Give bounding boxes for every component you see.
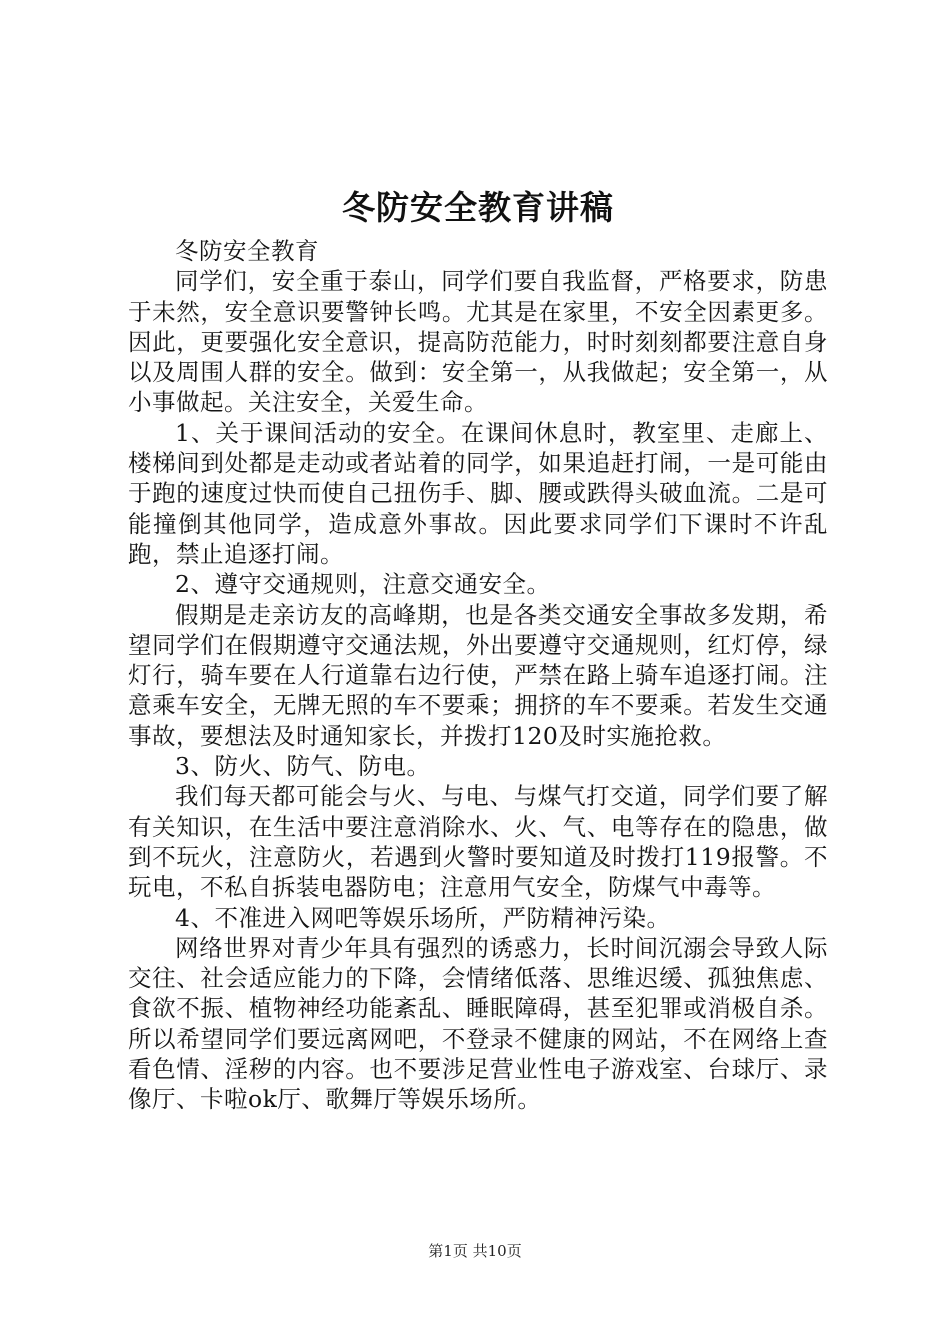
document-page bbox=[128, 180, 828, 1115]
paragraph-item-2-body: 假期是走亲访友的高峰期，也是各类交通安全事故多发期，希望同学们在假期遵守交通法规，外出要遵守交通规则，红灯停，绿灯行，骑车要在人行道靠右边行使，严禁在路上骑车追逐打闹。注意乘车安全，无牌无照的车不要乘；拥挤的车不要乘。若发生交通事故，要想法及时通知家长，并拨打120及时实施抢救。 bbox=[128, 600, 828, 750]
paragraph-item-4-heading: 4、不准进入网吧等娱乐场所，严防精神污染。 bbox=[175, 903, 671, 932]
paragraph-item-4-body: 网络世界对青少年具有强烈的诱惑力，长时间沉溺会导致人际交往、社会适应能力的下降，会情绪低落、思维迟缓、孤独焦虑、食欲不振、植物神经功能紊乱、睡眠障碍，甚至犯罪或消极自杀。所以希望同学们要远离网吧，不登录不健康的网站，不在网络上查看色情、淫秽的内容。也不要涉足营业性电子游戏室、台球厅、录像厅、卡啦ok厅、歌舞厅等娱乐场所。 bbox=[128, 933, 828, 1114]
paragraph-item-1: 1、关于课间活动的安全。在课间休息时，教室里、走廊上、楼梯间到处都是走动或者站着的同学，如果追赶打闹，一是可能由于跑的速度过快而使自己扭伤手、脚、腰或跌得头破血流。二是可能撞倒其他同学，造成意外事故。因此要求同学们下课时不许乱跑，禁止追逐打闹。 bbox=[128, 418, 828, 568]
paragraph-item-3-body: 我们每天都可能会与火、与电、与煤气打交道，同学们要了解有关知识，在生活中要注意消除水、火、气、电等存在的隐患，做到不玩火，注意防火，若遇到火警时要知道及时拨打119报警。不玩电，不私自拆装电器防电；注意用气安全，防煤气中毒等。 bbox=[128, 782, 828, 902]
paragraph-heading: 冬防安全教育 bbox=[175, 237, 319, 265]
paragraph-item-3-heading: 3、防火、防气、防电。 bbox=[175, 752, 431, 781]
paragraph-item-2-heading: 2、遵守交通规则，注意交通安全。 bbox=[175, 570, 551, 599]
document-body bbox=[128, 236, 828, 1115]
document-title: 冬防安全教育讲稿 bbox=[342, 188, 614, 227]
paragraph-intro: 同学们，安全重于泰山，同学们要自我监督，严格要求，防患于未然，安全意识要警钟长鸣。尤其是在家里，不安全因素更多。因此，更要强化安全意识，提高防范能力，时时刻刻都要注意自身以及周围人群的安全。做到：安全第一，从我做起；安全第一，从小事做起。关注安全，关爱生命。 bbox=[128, 267, 828, 417]
page-footer: 第1页 共10页 bbox=[428, 1242, 522, 1260]
